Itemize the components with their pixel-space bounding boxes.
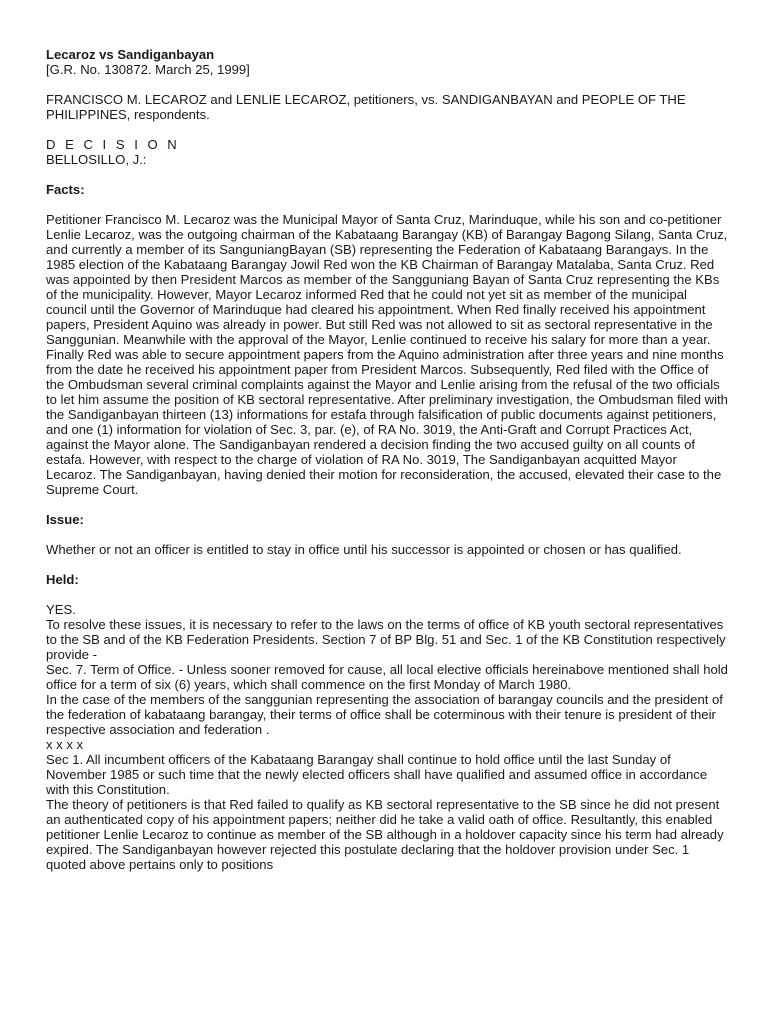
held-paragraph: x x x x [46, 737, 84, 752]
held-paragraph: The theory of petitioners is that Red failed to qualify as KB sectoral representative to the SB since he did not present an authenticated copy of his appointment papers; neither did he take a valid oath of office. Resultantly, this enabled petitioner Lenlie Lecaroz to continue as member of the SB although in a holdover capacity since his term had already expired. The Sandiganbayan however rejected this postulate declaring that the holdover provision under Sec. 1 quoted above pertains only to positions [46, 797, 724, 872]
held-heading: Held: [46, 572, 79, 587]
held-paragraph: To resolve these issues, it is necessary to refer to the laws on the terms of office of KB youth sectoral representatives to the SB and of the KB Federation Presidents. Section 7 of BP Blg. 51 and Sec. 1 of the KB Constitution respectively provide - [46, 617, 726, 662]
held-paragraph: Sec 1. All incumbent officers of the Kabataang Barangay shall continue to hold office until the last Sunday of November 1985 or such time that the newly elected officers shall have qualified and assumed office in accordance with this Constitution. [46, 752, 708, 797]
issue-body: Whether or not an officer is entitled to stay in office until his successor is appointed or chosen or has qualified. [46, 542, 682, 557]
issue-heading: Issue: [46, 512, 84, 527]
case-number: [G.R. No. 130872. March 25, 1999] [46, 62, 250, 77]
decision-label: D E C I S I O N [46, 137, 180, 152]
justice-name: BELLOSILLO, J.: [46, 152, 147, 167]
facts-body: Petitioner Francisco M. Lecaroz was the Municipal Mayor of Santa Cruz, Marinduque, while his son and co-petitioner Lenlie Lecaroz, was the outgoing chairman of the Kabataang Barangay (KB) of Barangay Bagong Silang, Santa Cruz, and currently a member of its SanguniangBayan (SB) representing the Federation of Kabataang Barangays. In the 1985 election of the Kabataang Barangay Jowil Red won the KB Chairman of Barangay Matalaba, Santa Cruz. Red was appointed by then President Marcos as member of the Sangguniang Bayan of Santa Cruz representing the KBs of the municipality. However, Mayor Lecaroz informed Red that he could not yet sit as member of the municipal council until the Governor of Marinduque had cleared his appointment. When Red finally received his appointment papers, President Aquino was already in power. But still Red was not allowed to sit as sectoral representative in the Sanggunian. Meanwhile with the approval of the Mayor, Lenlie continued to receive his salary for more than a year. Finally Red was able to secure appointment papers from the Aquino administration after three years and nine months from the date he received his appointment paper from President Marcos. Subsequently, Red filed with the Office of the Ombudsman several criminal complaints against the Mayor and Lenlie arising from the refusal of the two officials to let him assume the position of KB sectoral representative. After preliminary investigation, the Ombudsman filed with the Sandiganbayan thirteen (13) informations for estafa through falsification of public documents against petitioners, and one (1) information for violation of Sec. 3, par. (e), of RA No. 3019, the Anti-Graft and Corrupt Practices Act, against the Mayor alone. The Sandiganbayan rendered a decision finding the two accused guilty on all counts of estafa. However, with respect to the charge of violation of RA No. 3019, The Sandiganbayan acquitted Mayor Lecaroz. The Sandiganbayan, having denied their motion for reconsideration, the accused, elevated their case to the Supreme Court. [46, 212, 728, 497]
document-page [46, 47, 728, 872]
case-parties: FRANCISCO M. LECAROZ and LENLIE LECAROZ, petitioners, vs. SANDIGANBAYAN and PEOPLE OF THE PHILIPPINES, respondents. [46, 92, 686, 122]
held-paragraph: In the case of the members of the sanggunian representing the association of barangay councils and the president of the federation of kabataang barangay, their terms of office shall be coterminous with their tenure is president of their respective association and federation . [46, 692, 723, 737]
held-paragraph: Sec. 7. Term of Office. - Unless sooner removed for cause, all local elective officials hereinabove mentioned shall hold office for a term of six (6) years, which shall commence on the first Monday of March 1980. [46, 662, 728, 692]
case-title: Lecaroz vs Sandiganbayan [46, 47, 215, 62]
held-paragraph: YES. [46, 602, 76, 617]
facts-heading: Facts: [46, 182, 85, 197]
